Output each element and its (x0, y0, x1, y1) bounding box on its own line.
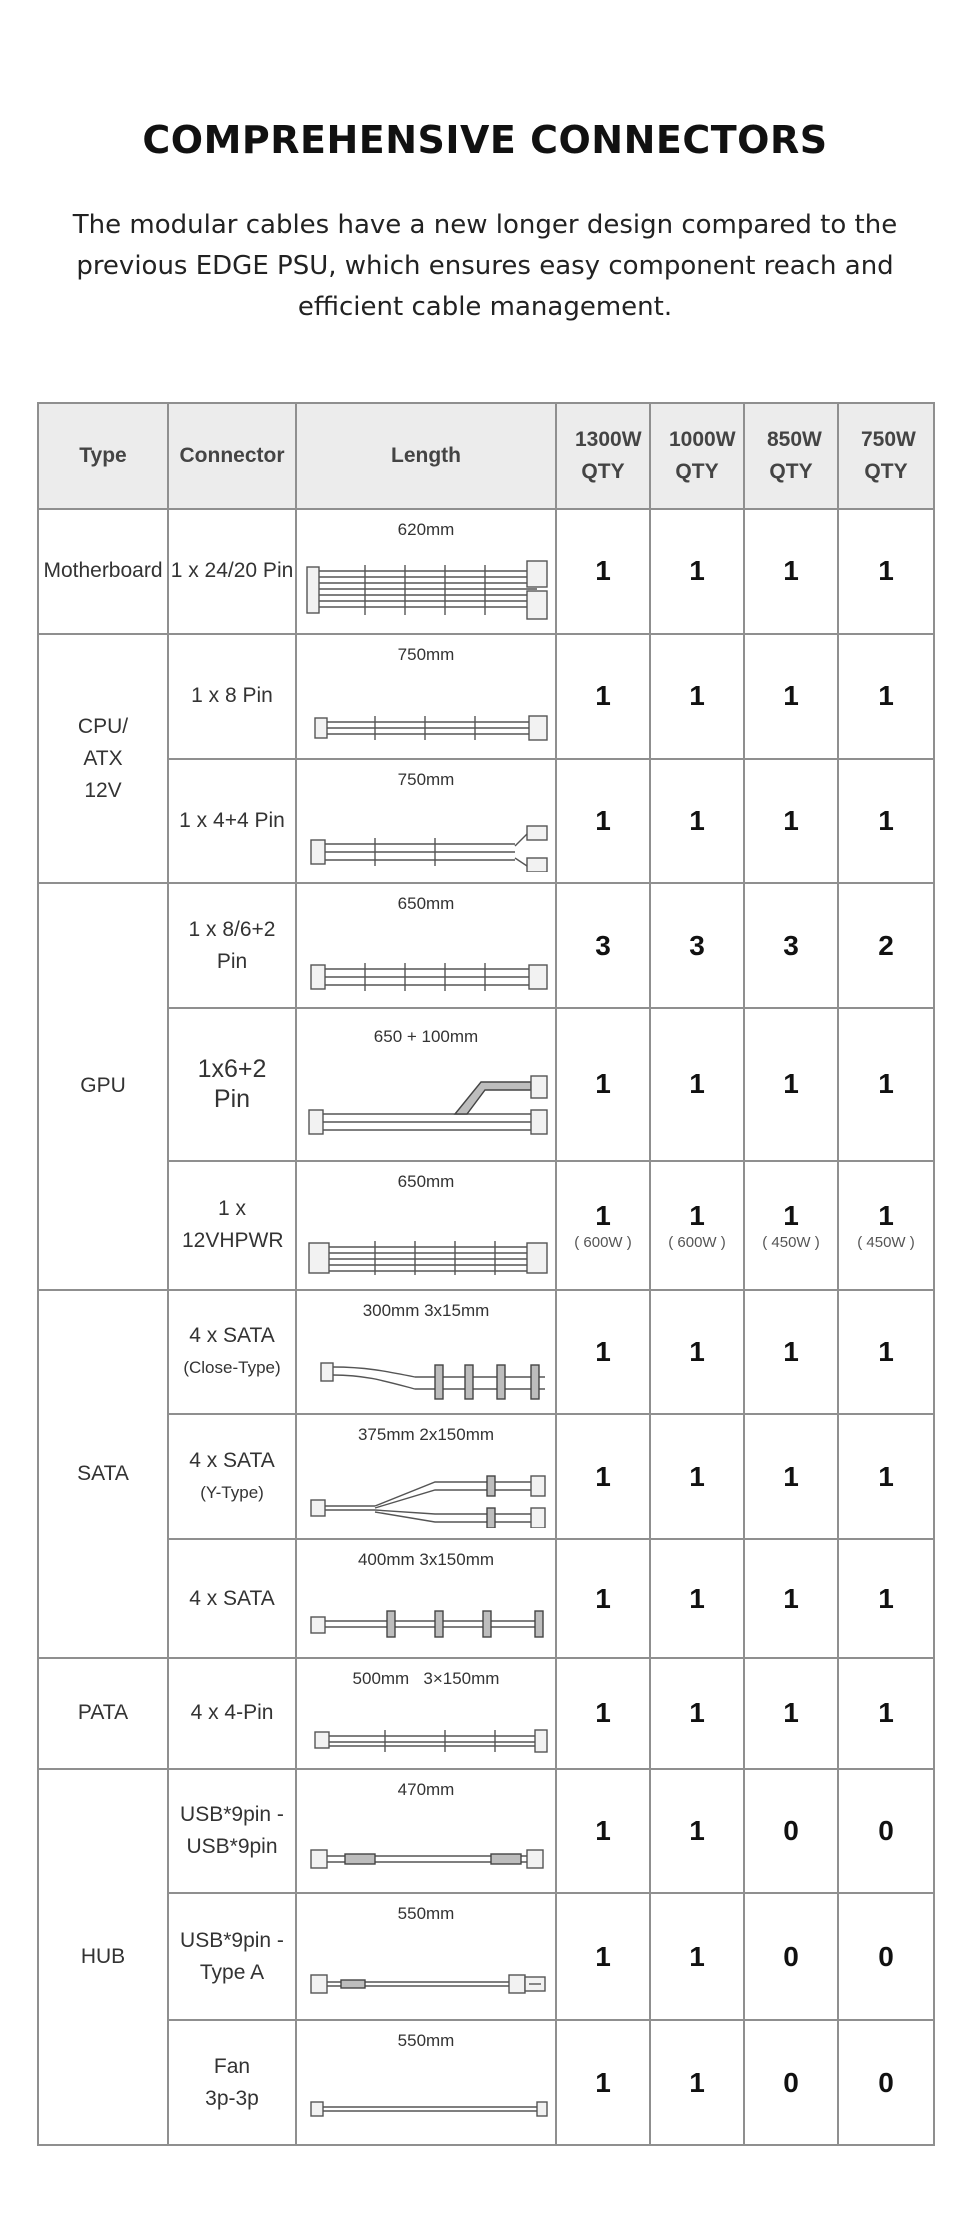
qty-1300w: 1 (556, 2020, 650, 2145)
length-cell (296, 1769, 556, 1894)
length-cell (296, 759, 556, 884)
connector-cell: 1 x 24/20 Pin (168, 509, 296, 634)
qty-1000w: 1 (650, 1414, 744, 1539)
qty-750w: 1 ( 450W ) (838, 1161, 934, 1290)
qty-1300w: 3 (556, 883, 650, 1008)
length-label: 500mm 3×150mm (352, 1668, 500, 1688)
qty-1000w: 1 (650, 1769, 744, 1894)
qty-1000w: 1 (650, 1008, 744, 1161)
qty-850w: 1 (744, 1658, 838, 1769)
header-1300w-qty: 1300W QTY (556, 403, 650, 509)
qty-1300w: 1 (556, 1658, 650, 1769)
12vhpwr-cable-icon (305, 1213, 549, 1279)
connector-cell: 1 x 8 Pin (168, 634, 296, 759)
length-label: 300mm 3x15mm (362, 1300, 490, 1320)
wattage-note: ( 600W ) (574, 1233, 632, 1251)
header-1000w-qty: 1000W QTY (650, 403, 744, 509)
length-label: 750mm (397, 769, 455, 789)
qty-850w: 1 (744, 1414, 838, 1539)
qty-1000w: 1 (650, 759, 744, 884)
header-type: Type (38, 403, 168, 509)
length-label: 650mm (397, 1171, 455, 1191)
4plus4pin-cable-icon (305, 806, 549, 872)
qty-1300w: 1 (556, 1539, 650, 1658)
length-cell (296, 1414, 556, 1539)
connector-cell: 4 x 4-Pin (168, 1658, 296, 1769)
qty-850w: 1 (744, 509, 838, 634)
length-cell (296, 1161, 556, 1290)
qty-1000w: 1 (650, 1893, 744, 2020)
connector-cell: 1 x 8/6+2 Pin (168, 883, 296, 1008)
qty-750w: 0 (838, 2020, 934, 2145)
qty-850w: 1 (744, 759, 838, 884)
connector-cell: 1 x 12VHPWR (168, 1161, 296, 1290)
table-row (38, 1658, 934, 1769)
8pin-cable-icon (305, 682, 549, 748)
length-label: 470mm (397, 1779, 455, 1799)
wattage-note: ( 600W ) (668, 1233, 726, 1251)
qty-850w: 1 (744, 1539, 838, 1658)
qty-850w: 1 ( 450W ) (744, 1161, 838, 1290)
header-850w-qty: 850W QTY (744, 403, 838, 509)
qty-850w: 0 (744, 1769, 838, 1894)
qty-850w: 3 (744, 883, 838, 1008)
table-row (38, 883, 934, 1008)
length-label: 750mm (397, 644, 455, 664)
group-hub: HUB (38, 1769, 168, 2145)
qty-850w: 1 (744, 1008, 838, 1161)
qty-1300w: 1 (556, 759, 650, 884)
qty-1300w: 1 ( 600W ) (556, 1161, 650, 1290)
qty-750w: 0 (838, 1893, 934, 2020)
qty-850w: 0 (744, 2020, 838, 2145)
connector-subtype: (Y-Type) (200, 1482, 264, 1502)
table-row (38, 2020, 934, 2145)
qty-750w: 2 (838, 883, 934, 1008)
table-row (38, 634, 934, 759)
length-label: 650 + 100mm (373, 1027, 479, 1046)
qty-750w: 1 (838, 634, 934, 759)
connector-cell: 4 x SATA (Close-Type) (168, 1290, 296, 1415)
qty-750w: 1 (838, 1539, 934, 1658)
length-cell (296, 883, 556, 1008)
qty-1300w: 1 (556, 1008, 650, 1161)
qty-850w: 0 (744, 1893, 838, 2020)
qty-850w: 1 (744, 1290, 838, 1415)
length-cell (296, 1008, 556, 1161)
group-pata: PATA (38, 1658, 168, 1769)
qty-1000w: 1 (650, 1658, 744, 1769)
qty-1300w: 1 (556, 1769, 650, 1894)
connector-cell: 4 x SATA (Y-Type) (168, 1414, 296, 1539)
qty-1300w: 1 (556, 509, 650, 634)
table-row (38, 1161, 934, 1290)
qty-750w: 1 (838, 1658, 934, 1769)
length-label: 650mm (397, 894, 455, 914)
header-length: Length (296, 403, 556, 509)
length-label: 620mm (397, 520, 455, 539)
table-row (38, 509, 934, 634)
group-motherboard: Motherboard (38, 509, 168, 634)
qty-1000w: 1 (650, 1539, 744, 1658)
length-cell (296, 1290, 556, 1415)
fan-cable-icon (305, 2068, 549, 2134)
sata-close-cable-icon (305, 1337, 549, 1403)
table-row (38, 759, 934, 884)
connector-cell: 1 x 4+4 Pin (168, 759, 296, 884)
length-label: 550mm (397, 2031, 455, 2051)
molex-cable-icon (305, 1692, 549, 1758)
pcie-cable-icon (305, 931, 549, 997)
qty-1300w: 1 (556, 1893, 650, 2020)
qty-1300w: 1 (556, 634, 650, 759)
qty-1300w: 1 (556, 1290, 650, 1415)
length-cell (296, 634, 556, 759)
qty-750w: 0 (838, 1769, 934, 1894)
table-header-row (38, 403, 934, 509)
pcie-split-cable-icon (305, 1072, 549, 1138)
length-label: 375mm 2x150mm (357, 1425, 495, 1445)
qty-850w: 1 (744, 634, 838, 759)
qty-1000w: 1 (650, 634, 744, 759)
length-label: 550mm (397, 1904, 455, 1924)
length-cell (296, 509, 556, 634)
24pin-cable-icon (305, 557, 549, 623)
header-connector: Connector (168, 403, 296, 509)
connector-table (37, 402, 935, 2146)
qty-750w: 1 (838, 1290, 934, 1415)
usb-typea-cable-icon (305, 1943, 549, 2009)
table-row (38, 1008, 934, 1161)
table-row (38, 1769, 934, 1894)
table-row (38, 1290, 934, 1415)
header-750w-qty: 750W QTY (838, 403, 934, 509)
length-label: 400mm 3x150mm (357, 1550, 495, 1570)
length-cell (296, 1658, 556, 1769)
group-gpu: GPU (38, 883, 168, 1289)
sata-cable-icon (305, 1581, 549, 1647)
usb9pin-cable-icon (305, 1816, 549, 1882)
page-title: COMPREHENSIVE CONNECTORS (142, 118, 828, 162)
table-row (38, 1539, 934, 1658)
qty-1000w: 1 (650, 2020, 744, 2145)
qty-1000w: 1 ( 600W ) (650, 1161, 744, 1290)
length-cell (296, 2020, 556, 2145)
qty-750w: 1 (838, 509, 934, 634)
group-sata: SATA (38, 1290, 168, 1658)
wattage-note: ( 450W ) (857, 1233, 915, 1251)
qty-750w: 1 (838, 1414, 934, 1539)
sata-y-cable-icon (305, 1462, 549, 1528)
length-cell (296, 1893, 556, 2020)
table-row (38, 1414, 934, 1539)
connector-cell: Fan 3p-3p (168, 2020, 296, 2145)
intro-text: The modular cables have a new longer design compared to the previous EDGE PSU, which ensures easy component reach and efficient cable management. (72, 210, 898, 322)
qty-1000w: 1 (650, 1290, 744, 1415)
table-row (38, 1893, 934, 2020)
connector-cell: 4 x SATA (168, 1539, 296, 1658)
length-cell (296, 1539, 556, 1658)
qty-1300w: 1 (556, 1414, 650, 1539)
group-cpu: CPU/ ATX 12V (38, 634, 168, 884)
qty-1000w: 1 (650, 509, 744, 634)
qty-750w: 1 (838, 1008, 934, 1161)
connector-cell: 1x6+2 Pin (168, 1008, 296, 1161)
connector-cell: USB*9pin - Type A (168, 1893, 296, 2020)
qty-1000w: 3 (650, 883, 744, 1008)
qty-750w: 1 (838, 759, 934, 884)
connector-cell: USB*9pin - USB*9pin (168, 1769, 296, 1894)
wattage-note: ( 450W ) (762, 1233, 820, 1251)
connector-subtype: (Close-Type) (183, 1358, 281, 1378)
